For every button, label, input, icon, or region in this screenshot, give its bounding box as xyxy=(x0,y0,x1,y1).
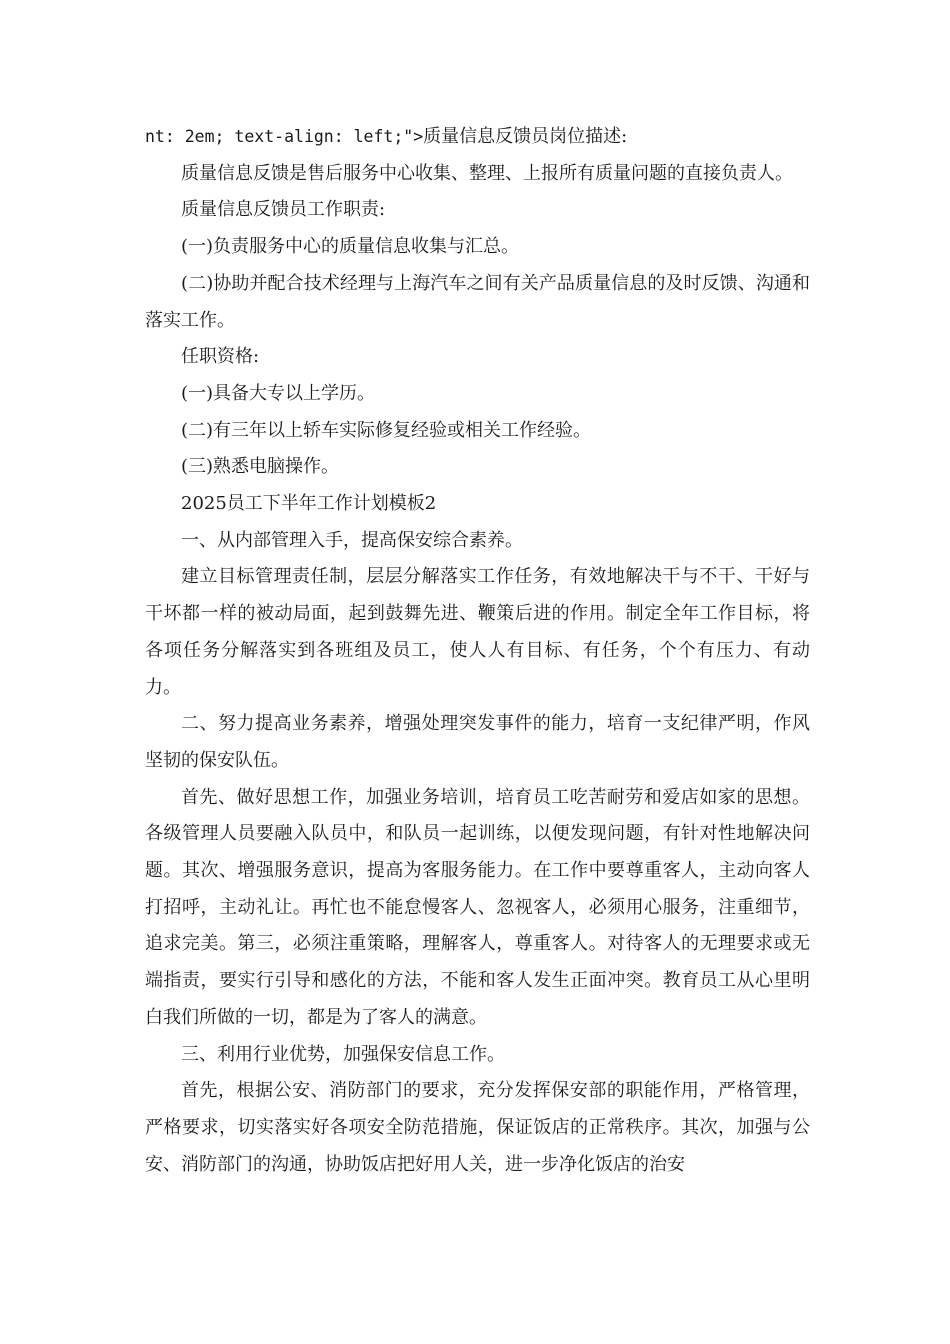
paragraph: (二)协助并配合技术经理与上海汽车之间有关产品质量信息的及时反馈、沟通和落实工作。 xyxy=(145,272,810,331)
paragraph: (二)有三年以上轿车实际修复经验或相关工作经验。 xyxy=(181,419,592,441)
paragraph: 一、从内部管理入手，提高保安综合素养。 xyxy=(181,529,523,551)
first-line xyxy=(145,119,810,156)
paragraph: 任职资格: xyxy=(181,346,260,368)
paragraph: 质量信息反馈员工作职责: xyxy=(181,199,386,221)
paragraph: 建立目标管理责任制，层层分解落实工作任务，有效地解决干与不干、干好与干坏都一样的被动局面，起到鼓舞先进、鞭策后进的作用。制定全年工作目标，将各项任务分解落实到各班组及员工，使人人有目标、有任务，个个有压力、有动力。 xyxy=(145,566,810,698)
paragraph: 首先，根据公安、消防部门的要求，充分发挥保安部的职能作用，严格管理，严格要求，切实落实好各项安全防范措施，保证饭店的正常秩序。其次，加强与公安、消防部门的沟通，协助饭店把好用人关，进一步净化饭店的治安 xyxy=(145,1080,810,1175)
paragraph: 二、努力提高业务素养，增强处理突发事件的能力，培育一支纪律严明，作风坚韧的保安队伍。 xyxy=(145,713,810,771)
paragraph: (三)熟悉电脑操作。 xyxy=(181,456,340,478)
section-heading-job-description: 质量信息反馈员岗位描述: xyxy=(423,126,628,147)
paragraph: 首先、做好思想工作，加强业务培训，培育员工吃苦耐劳和爱店如家的思想。各级管理人员要融入队员中，和队员一起训练，以便发现问题，有针对性地解决问题。其次、增强服务意识，提高为客服务能力。在工作中要尊重客人，主动向客人打招呼，主动礼让。再忙也不能怠慢客人、忽视客人，必须用心服务，注重细节，追求完美。第三，必须注重策略，理解客人，尊重客人。对待客人的无理要求或无端指责，要实行引导和感化的方法，不能和客人发生正面冲突。教育员工从心里明白我们所做的一切，都是为了客人的满意。 xyxy=(145,786,810,1028)
leaked-style-code: nt: 2em; text-align: left;"> xyxy=(145,127,424,146)
paragraph: 质量信息反馈是售后服务中心收集、整理、上报所有质量问题的直接负责人。 xyxy=(181,162,793,184)
template-title: 2025员工下半年工作计划模板2 xyxy=(181,493,437,515)
paragraph: (一)具备大专以上学历。 xyxy=(181,382,376,404)
paragraph: 三、利用行业优势，加强保安信息工作。 xyxy=(181,1043,505,1065)
paragraph: (一)负责服务中心的质量信息收集与汇总。 xyxy=(181,236,520,258)
document-body xyxy=(145,119,810,1183)
